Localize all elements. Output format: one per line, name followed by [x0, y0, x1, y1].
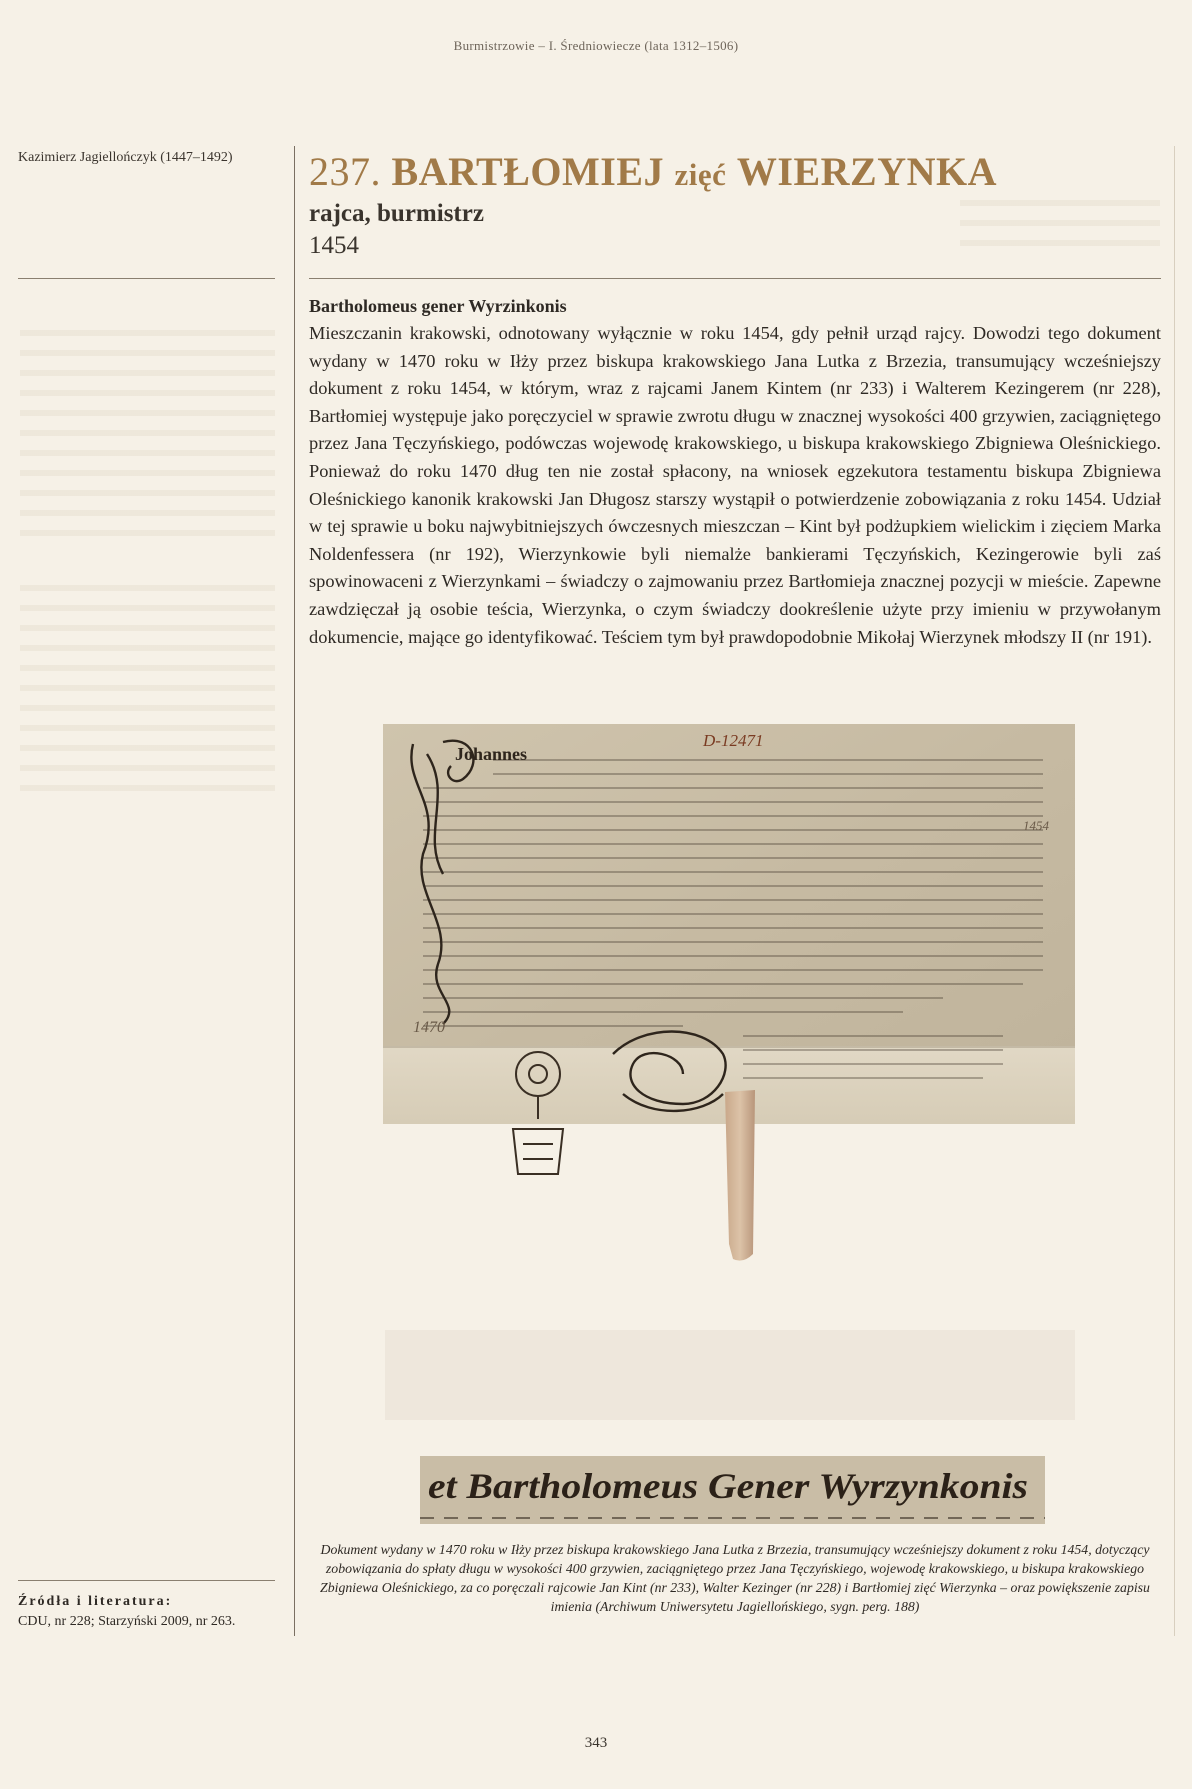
- archive-mark: D-12471: [703, 731, 764, 750]
- sources-rule: [18, 1580, 275, 1581]
- entry-years: 1454: [309, 232, 359, 259]
- parchment-document-image: [383, 724, 1075, 1264]
- bleed-through-shadow: [20, 585, 275, 800]
- sources-text: CDU, nr 228; Starzyński 2009, nr 263.: [18, 1614, 236, 1629]
- bleed-through-shadow: [960, 200, 1160, 260]
- sidebar-rule: [18, 278, 275, 279]
- running-head: Burmistrzowie – I. Średniowiecze (lata 1312–1506): [453, 38, 739, 53]
- entry-name-last: WIERZYNKA: [736, 149, 998, 194]
- page-number: 343: [584, 1735, 608, 1751]
- entry-number: 237.: [309, 149, 381, 194]
- detail-inscription: et Bartholomeus Gener Wyrzynkonis: [428, 1466, 1028, 1506]
- name-detail-image: [420, 1456, 1045, 1524]
- margin-year-right: 1454: [1023, 818, 1049, 833]
- bleed-through-shadow: [385, 1330, 1075, 1420]
- column-divider: [1174, 146, 1175, 1636]
- reign-label: Kazimierz Jagiellończyk (1447–1492): [18, 150, 233, 165]
- column-divider: [294, 146, 295, 1636]
- document-initial-word: Johannes: [455, 744, 528, 764]
- entry-name-first: BARTŁOMIEJ: [391, 149, 665, 194]
- sources-label: Źródła i literatura:: [18, 1594, 173, 1609]
- seal-strip: [725, 1090, 755, 1261]
- heading-rule: [309, 278, 1161, 279]
- figure-caption: Dokument wydany w 1470 roku w Iłży przez biskupa krakowskiego Jana Lutka z Brzezia, transumujący wcześniejszy dokument z roku 1454, dotyczący zobowiązania do spłaty długu w wysokości 400 grzywien, zaciągniętego przez Jana Tęczyńskiego, wojewodę krakowskiego, u biskupa krakowskiego Zbigniewa Oleśnickiego, za co poręczali rajcowie Jan Kint (nr 233), Walter Kezinger (nr 228) i Bartłomiej zięć Wierzynka – oraz powiększenie zapisu imienia (Archiwum Uniwersytetu Jagiellońskiego, sygn. perg. 188): [320, 1542, 1150, 1614]
- latin-name: Bartholomeus gener Wyrzinkonis: [309, 296, 567, 316]
- entry-name-relation: zięć: [674, 157, 727, 192]
- bleed-through-shadow: [20, 330, 275, 540]
- biography-text: Mieszczanin krakowski, odnotowany wyłącznie w roku 1454, gdy pełnił urząd rajcy. Dowodzi tego dokument wydany w 1470 roku w Iłży przez biskupa krakowskiego Jana Lutka z Brzezia, transumujący wcześniejszy dokument z roku 1454, w którym, wraz z rajcami Janem Kintem (nr 233) i Walterem Kezingerem (nr 228), Bartłomiej występuje jako poręczyciel w sprawie zwrotu długu w znacznej wysokości 400 grzywien, zaciągniętego przez Jana Tęczyńskiego, podówczas wojewodę krakowskiego, u biskupa krakowskiego Zbigniewa Oleśnickiego. Ponieważ do roku 1470 dług ten nie został spłacony, na wniosek egzekutora testamentu biskupa Zbigniewa Oleśnickiego kanonik krakowski Jan Długosz starszy wystąpił o potwierdzenie zobowiązania z roku 1454. Udział w tej sprawie u boku najwybitniejszych ówczesnych mieszczan – Kint był podżupkiem wielickim i zięciem Marka Noldenfessera (nr 192), Wierzynkowie byli niemalże bankierami Tęczyńskich, Kezingerowie byli zaś spowinowaceni z Wierzynkami – świadczy o zajmowaniu przez Bartłomieja znacznej pozycji w mieście. Zapewne zawdzięczał ją osobie teścia, Wierzynka, o czym świadczy dookreślenie użyte przy imieniu w przywołanym dokumencie, mające go identyfikować. Teściem tym był prawdopodobnie Mikołaj Wierzynek młodszy II (nr 191).: [309, 323, 1161, 647]
- entry-title: [309, 148, 997, 195]
- entry-offices: rajca, burmistrz: [309, 200, 484, 227]
- margin-year-left: 1470: [413, 1019, 445, 1036]
